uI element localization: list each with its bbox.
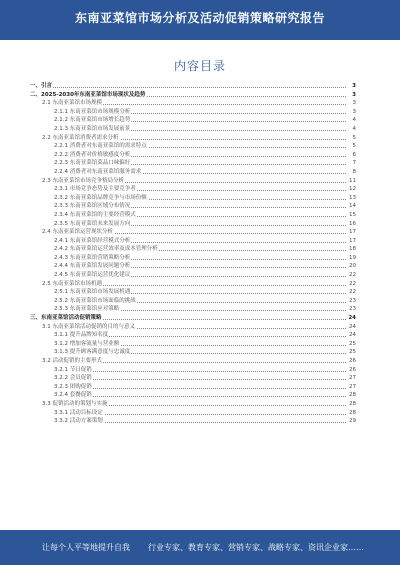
toc-entry[interactable] [30, 134, 356, 143]
toc-entry[interactable] [30, 194, 356, 203]
toc-entry-label: 3.1 东南亚菜馆活动促销的目的与意义 [42, 323, 135, 330]
toc-entry-page: 29 [349, 418, 356, 425]
toc-entry[interactable] [30, 280, 356, 289]
toc-entry-page: 3 [347, 99, 356, 108]
toc-entry[interactable] [30, 220, 356, 229]
toc-entry-page: 15 [349, 211, 356, 218]
toc-entry[interactable] [30, 331, 356, 340]
toc-leader-dots [54, 388, 346, 389]
footer-tagline: 行业专家、教育专家、营销专家、战略专家、资讯企业家…… [148, 543, 364, 552]
toc-entry-page: 18 [349, 246, 356, 253]
toc-entry-page: 28 [349, 409, 356, 416]
toc-entry-label: 2.5.1 东南亚菜馆市场发展机遇 [54, 289, 131, 296]
toc-entry-label: 2.3.2 东南亚菜馆品牌竞争与市场份额 [54, 194, 147, 201]
toc-entry-page: 28 [349, 400, 356, 407]
toc-entry-page: 26 [349, 366, 356, 373]
toc-entry-label: 2.3.5 东南亚菜馆未来发展方向 [54, 220, 131, 227]
toc-entry-page: 27 [349, 383, 356, 390]
toc-entry-page: 17 [349, 229, 356, 236]
toc-entry-page: 26 [349, 358, 356, 364]
toc-entry[interactable] [30, 357, 356, 366]
toc-entry-label: 2.4.4 东南亚菜馆发展问题分析 [54, 263, 131, 270]
toc-entry-page: 12 [349, 186, 356, 193]
toc-entry[interactable] [30, 383, 356, 392]
toc-entry-label: 3.2.2 会员促销 [54, 375, 92, 382]
toc-entry-label: 3.2.4 套餐促销 [54, 392, 92, 399]
toc-entry-page: 23 [349, 297, 356, 304]
toc-entry[interactable] [30, 409, 356, 418]
toc-entry[interactable] [30, 262, 356, 271]
toc-entry[interactable] [30, 168, 356, 177]
toc-entry-label: 2.2.4 消费者对东南亚菜馆服务需求 [54, 168, 142, 175]
toc-heading: 内容目录 [173, 59, 226, 73]
toc-entry-page: 22 [349, 289, 356, 296]
toc-entry-page: 27 [349, 375, 356, 382]
toc-entry-label: 3.1.3 提升顾客满意度与忠诚度 [54, 349, 131, 356]
toc-entry-page: 7 [347, 159, 356, 168]
toc-leader-dots [30, 87, 346, 88]
toc-leader-dots [54, 396, 346, 397]
toc-entry-page: 3 [347, 91, 356, 100]
toc-entry-page: 5 [347, 142, 356, 151]
toc-entry[interactable] [30, 82, 356, 91]
toc-entry[interactable] [30, 125, 356, 134]
toc-entry-label: 三、东南亚菜馆活动促销策略 [30, 315, 102, 322]
toc-entry-label: 3.2.1 节日促销 [54, 366, 92, 373]
toc-entry[interactable] [30, 271, 356, 280]
toc-entry-label: 一、引言 [30, 83, 53, 89]
toc-entry-label: 2.5.3 东南亚菜馆应对策略 [54, 306, 120, 313]
toc-entry-page: 5 [347, 134, 356, 143]
toc-entry-label: 2.4.1 东南亚菜馆经营模式分析 [54, 237, 131, 244]
toc-entry[interactable] [30, 159, 356, 168]
toc-entry-label: 2.4.2 东南亚菜馆运营效率及成本管理分析 [54, 246, 158, 253]
page-footer [0, 530, 400, 565]
toc-entry[interactable] [30, 417, 356, 426]
toc-entry-page: 24 [349, 332, 356, 339]
toc-entry[interactable] [30, 366, 356, 375]
toc-entry-label: 2.2.2 消费者对价格敏感度分析 [54, 151, 131, 158]
toc-entry[interactable] [30, 288, 356, 297]
toc-entry-label: 2.4.5 东南亚菜馆运营优化建议 [54, 272, 131, 279]
toc-entry-label: 3.2.3 团购促销 [54, 383, 92, 390]
toc-entry[interactable] [30, 374, 356, 383]
toc-entry-page: 23 [349, 306, 356, 313]
toc-entry[interactable] [30, 142, 356, 151]
toc-entry-label: 2.1.1 东南亚菜馆市场规模分析 [54, 108, 131, 115]
toc-entry-label: 3.3.1 活动目标设定 [54, 409, 103, 416]
toc-entry[interactable] [30, 340, 356, 349]
toc-entry-page: 24 [348, 315, 356, 322]
toc-entry[interactable] [30, 237, 356, 246]
toc-entry-label: 2.2.1 消费者对东南亚菜馆的需求特点 [54, 143, 147, 150]
toc-entry-label: 2.3.3 东南亚菜馆区域分布情况 [54, 203, 131, 210]
toc-entry-page: 4 [347, 116, 356, 125]
toc-entry[interactable] [30, 348, 356, 357]
toc-entry-label: 2.2.3 东南亚菜馆菜品口味偏好 [54, 160, 131, 167]
toc-entry[interactable] [30, 391, 356, 400]
toc-entry[interactable] [30, 314, 356, 323]
toc-entry-label: 2.5.2 东南亚菜馆市场面临的挑战 [54, 297, 136, 304]
toc-entry[interactable] [30, 202, 356, 211]
toc-entry-label: 3.1.1 提升品牌知名度 [54, 332, 109, 339]
toc-entry-page: 28 [349, 392, 356, 399]
toc-entry[interactable] [30, 108, 356, 117]
toc-entry-page: 19 [349, 254, 356, 261]
toc-leader-dots [54, 379, 346, 380]
table-of-contents [30, 82, 356, 426]
toc-entry[interactable] [30, 116, 356, 125]
toc-entry-label: 2.2 东南亚菜馆消费者需求分析 [42, 134, 119, 141]
toc-entry[interactable] [30, 151, 356, 160]
toc-entry-label: 2.1.3 东南亚菜馆市场发展前景 [54, 125, 131, 132]
toc-entry-label: 3.1.2 增加客流量与营业额 [54, 340, 120, 347]
report-title: 东南亚菜馆市场分析及活动促销策略研究报告 [74, 11, 325, 25]
toc-leader-dots [54, 371, 346, 372]
toc-entry[interactable] [30, 177, 356, 186]
toc-entry-page: 3 [347, 108, 356, 117]
toc-entry[interactable] [30, 228, 356, 237]
toc-entry-page: 22 [349, 280, 356, 287]
toc-entry-page: 8 [347, 168, 356, 177]
toc-entry-page: 11 [349, 177, 356, 184]
toc-entry-page: 20 [349, 263, 356, 270]
toc-entry-page: 22 [349, 272, 356, 279]
toc-entry-label: 2.1 东南亚菜馆市场规模 [42, 100, 102, 107]
toc-entry-page: 17 [349, 237, 356, 244]
toc-entry-page: 6 [347, 151, 356, 160]
toc-entry-label: 2.3 东南亚菜馆市场竞争格局分析 [42, 177, 124, 184]
toc-entry-label: 2.3.4 东南亚菜馆的主要经营模式 [54, 211, 136, 218]
toc-entry-page: 4 [347, 125, 356, 134]
toc-entry[interactable] [30, 211, 356, 220]
toc-entry-page: 16 [349, 220, 356, 227]
toc-entry[interactable] [30, 91, 356, 100]
toc-entry[interactable] [30, 185, 356, 194]
toc-entry-label: 3.3 促销活动的策划与实施 [42, 400, 108, 407]
toc-entry[interactable] [30, 305, 356, 314]
toc-entry-page: 14 [349, 203, 356, 210]
toc-entry-label: 3.3.2 活动方案策划 [54, 418, 103, 425]
toc-entry-page: 25 [349, 349, 356, 356]
toc-entry-page: 13 [349, 194, 356, 201]
toc-entry-page: 24 [349, 323, 356, 330]
toc-entry[interactable] [30, 245, 356, 254]
toc-entry-page: 25 [349, 340, 356, 347]
toc-entry-label: 2.3.1 市场竞争态势及主要竞争者 [54, 186, 136, 193]
toc-entry[interactable] [30, 254, 356, 263]
toc-entry[interactable] [30, 297, 356, 306]
toc-entry-page: 3 [347, 82, 356, 91]
toc-entry-label: 3.2 活动促销的主要形式 [42, 358, 102, 364]
toc-entry[interactable] [30, 323, 356, 332]
toc-entry-label: 2.4 东南亚菜馆运营现状分析 [42, 229, 113, 236]
toc-entry[interactable] [30, 99, 356, 108]
toc-entry-label: 2.5 东南亚菜馆市场机遇 [42, 280, 102, 287]
toc-entry[interactable] [30, 400, 356, 409]
page-header [0, 0, 400, 40]
footer-slogan: 让每个人平等地提升自我 [42, 543, 130, 552]
toc-entry-label: 二、2025-2030年东南亚菜馆市场现状及趋势 [30, 91, 146, 98]
toc-entry-label: 2.4.3 东南亚菜馆营销策略分析 [54, 254, 131, 261]
toc-entry-label: 2.1.2 东南亚菜馆市场增长趋势 [54, 117, 131, 124]
